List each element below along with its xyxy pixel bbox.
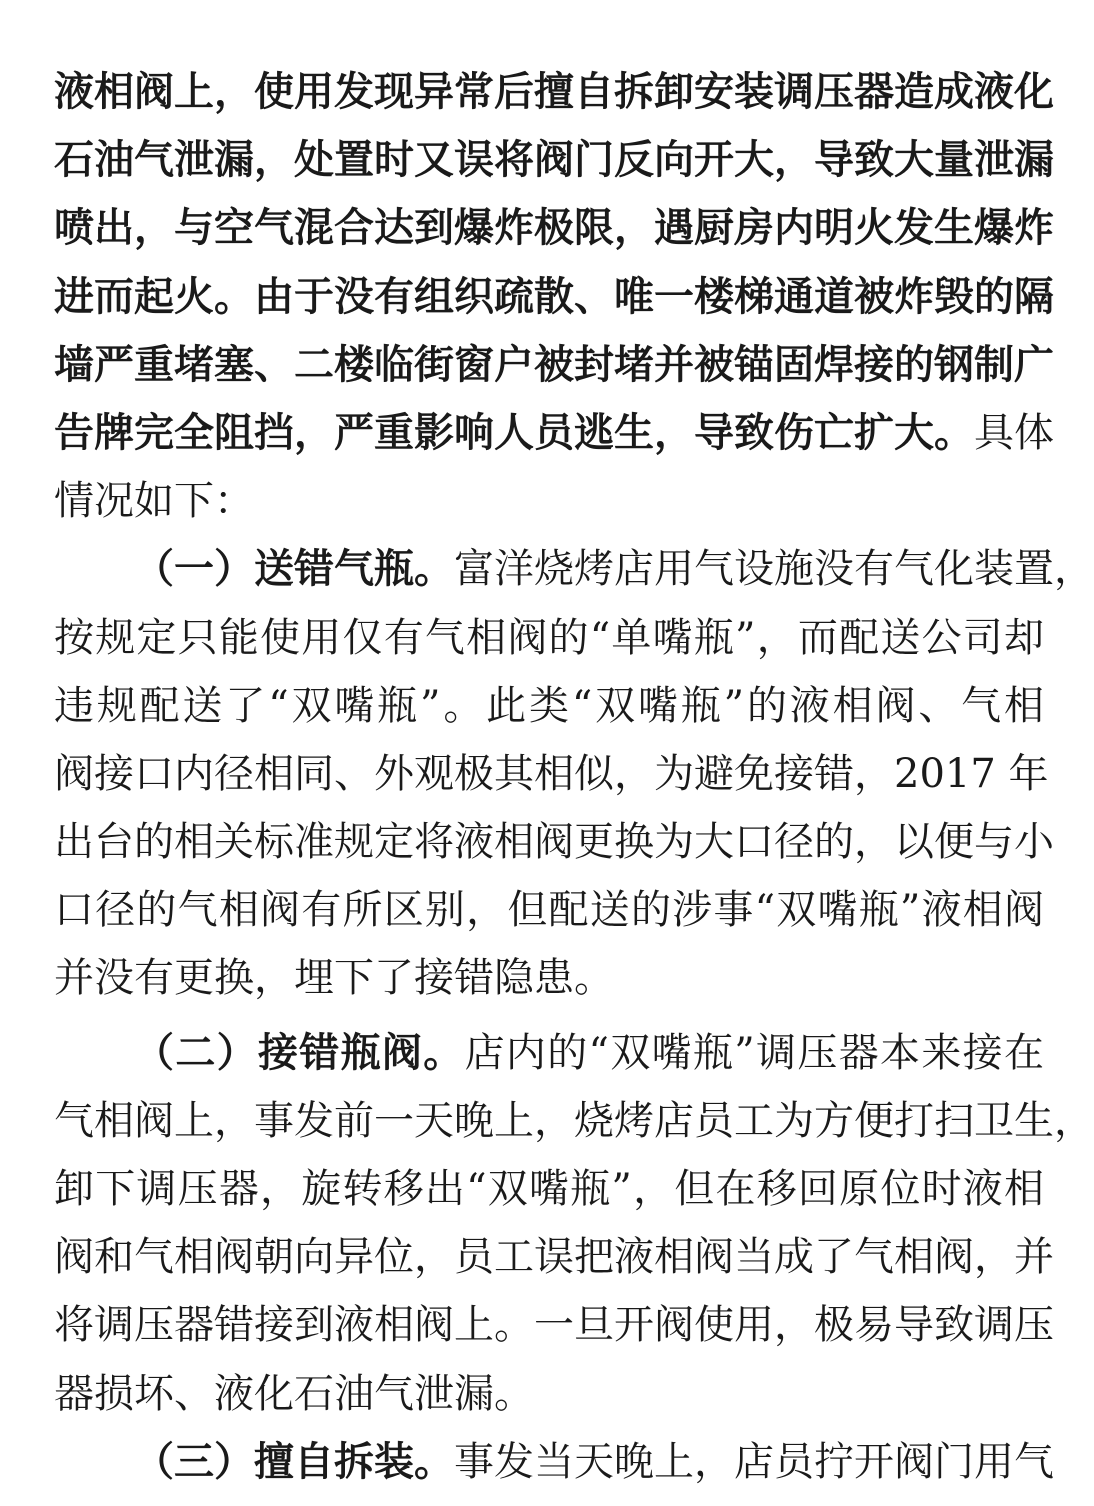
section-2-first-line-text: 店内的“双嘴瓶”调压器本来接在 (464, 1029, 1045, 1076)
intro-line-6 (54, 399, 1054, 467)
section-3-heading: （三）擅自拆装。 (134, 1438, 454, 1485)
section-1-line-7: 并没有更换，埋下了接错隐患。 (54, 955, 614, 1002)
section-2-heading: （二）接错瓶阀。 (134, 1029, 465, 1076)
section-1-line-2: 按规定只能使用仅有气相阀的“单嘴瓶”，而配送公司却 (54, 614, 1044, 661)
intro-line-6-regular: 具体 (974, 409, 1054, 456)
intro-paragraph (54, 58, 1054, 535)
section-1-line-3: 违规配送了“双嘴瓶”。此类“双嘴瓶”的液相阀、气相 (54, 682, 1044, 729)
section-2-line-5: 将调压器错接到液相阀上。一旦开阀使用，极易导致调压 (54, 1302, 1054, 1349)
section-2-line-3: 卸下调压器，旋转移出“双嘴瓶”，但在移回原位时液相 (54, 1166, 1044, 1212)
intro-line-1: 液相阀上，使用发现异常后擅自拆卸安装调压器造成液化 (54, 69, 1054, 115)
section-1 (54, 535, 1094, 1012)
section-2-first-line (54, 1019, 1044, 1087)
intro-line-4: 进而起火。由于没有组织疏散、唯一楼梯通道被炸毁的隔 (54, 273, 1054, 320)
section-2-line-4: 阀和气相阀朝向异位，员工误把液相阀当成了气相阀，并 (54, 1234, 1054, 1281)
section-3 (54, 1428, 1054, 1496)
section-2-line-2: 气相阀上，事发前一天晚上，烧烤店员工为方便打扫卫生， (54, 1097, 1094, 1144)
document-page (54, 58, 1094, 1496)
section-3-first-line-text: 事发当天晚上，店员拧开阀门用气 (454, 1438, 1054, 1485)
section-1-line-5: 出台的相关标准规定将液相阀更换为大口径的，以便与小 (54, 819, 1054, 866)
section-1-line-4: 阀接口内径相同、外观极其相似，为避免接错，2017 年 (54, 750, 1049, 797)
section-2 (54, 1019, 1094, 1428)
section-2-line-6: 器损坏、液化石油气泄漏。 (54, 1370, 534, 1417)
intro-line-2: 石油气泄漏，处置时又误将阀门反向开大，导致大量泄漏 (54, 137, 1054, 184)
section-1-heading: （一）送错气瓶。 (134, 546, 454, 593)
intro-line-3: 喷出，与空气混合达到爆炸极限，遇厨房内明火发生爆炸 (54, 205, 1054, 252)
section-3-first-line (54, 1428, 1054, 1496)
section-1-first-line (54, 535, 1094, 603)
intro-line-7: 情况如下： (54, 478, 254, 525)
section-1-first-line-text: 富洋烧烤店用气设施没有气化装置， (454, 546, 1094, 593)
intro-line-5: 墙严重堵塞、二楼临街窗户被封堵并被锚固焊接的钢制广 (54, 341, 1054, 388)
intro-line-6-bold: 告牌完全阻挡，严重影响人员逃生，导致伤亡扩大。 (54, 409, 974, 456)
section-1-line-6: 口径的气相阀有所区别，但配送的涉事“双嘴瓶”液相阀 (54, 887, 1044, 934)
